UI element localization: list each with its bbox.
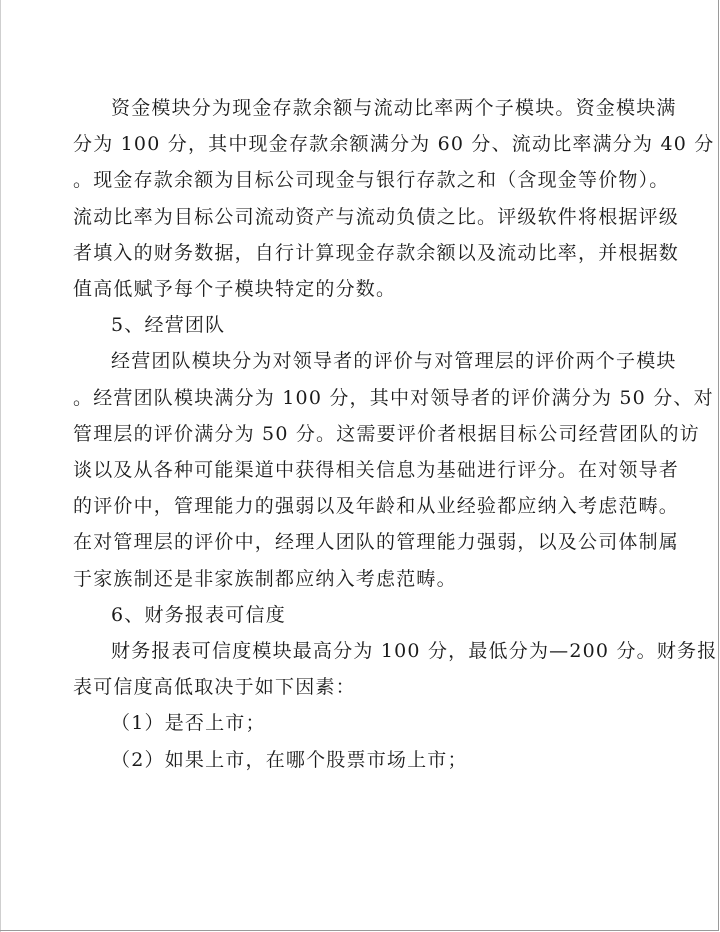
list-item-text: （1）是否上市； [111, 712, 266, 735]
heading-text: 6、财务报表可信度 [111, 603, 286, 626]
text-line: 流动比率为目标公司流动资产与流动负债之比。评级软件将根据评级 [73, 205, 680, 228]
paragraph-management-team [73, 343, 714, 596]
list-item [73, 705, 663, 741]
text-line: 资金模块分为现金存款余额与流动比率两个子模块。资金模块满 [111, 97, 677, 119]
paragraph-financial-credibility [73, 633, 718, 705]
section-heading-financial-credibility [73, 597, 663, 633]
text-line: 者填入的财务数据，自行计算现金存款余额以及流动比率，并根据数 [73, 241, 680, 264]
text-line: 的评价中，管理能力的强弱以及年龄和从业经验都应纳入考虑范畴。 [73, 495, 680, 518]
text-line: 在对管理层的评价中，经理人团队的管理能力强弱，以及公司体制属 [73, 531, 680, 554]
text-line: 经营团队模块分为对领导者的评价与对管理层的评价两个子模块 [111, 350, 677, 373]
section-heading-management-team [73, 307, 663, 343]
text-line: 谈以及从各种可能渠道中获得相关信息为基础进行评分。在对领导者 [73, 459, 680, 482]
paragraph-capital-module [73, 90, 715, 307]
text-line: 财务报表可信度模块最高分为 100 分，最低分为—200 分。财务报 [111, 640, 718, 663]
list-item-text: （2）如果上市，在哪个股票市场上市； [111, 748, 468, 771]
text-line: 表可信度高低取决于如下因素： [73, 676, 356, 699]
heading-text: 5、经营团队 [111, 314, 226, 337]
text-line: 于家族制还是非家族制都应纳入考虑范畴。 [73, 567, 457, 590]
text-line: 值高低赋予每个子模块特定的分数。 [73, 278, 397, 301]
text-line: 。现金存款余额为目标公司现金与银行存款之和（含现金等价物）。 [73, 169, 670, 192]
document-body [73, 90, 718, 778]
text-line: 管理层的评价满分为 50 分。这需要评价者根据目标公司经营团队的访 [73, 422, 700, 445]
text-line: 。经营团队模块满分为 100 分，其中对领导者的评价满分为 50 分、对 [73, 386, 714, 409]
text-line: 分为 100 分，其中现金存款余额满分为 60 分、流动比率满分为 40 分 [73, 133, 715, 156]
list-item [73, 742, 663, 778]
